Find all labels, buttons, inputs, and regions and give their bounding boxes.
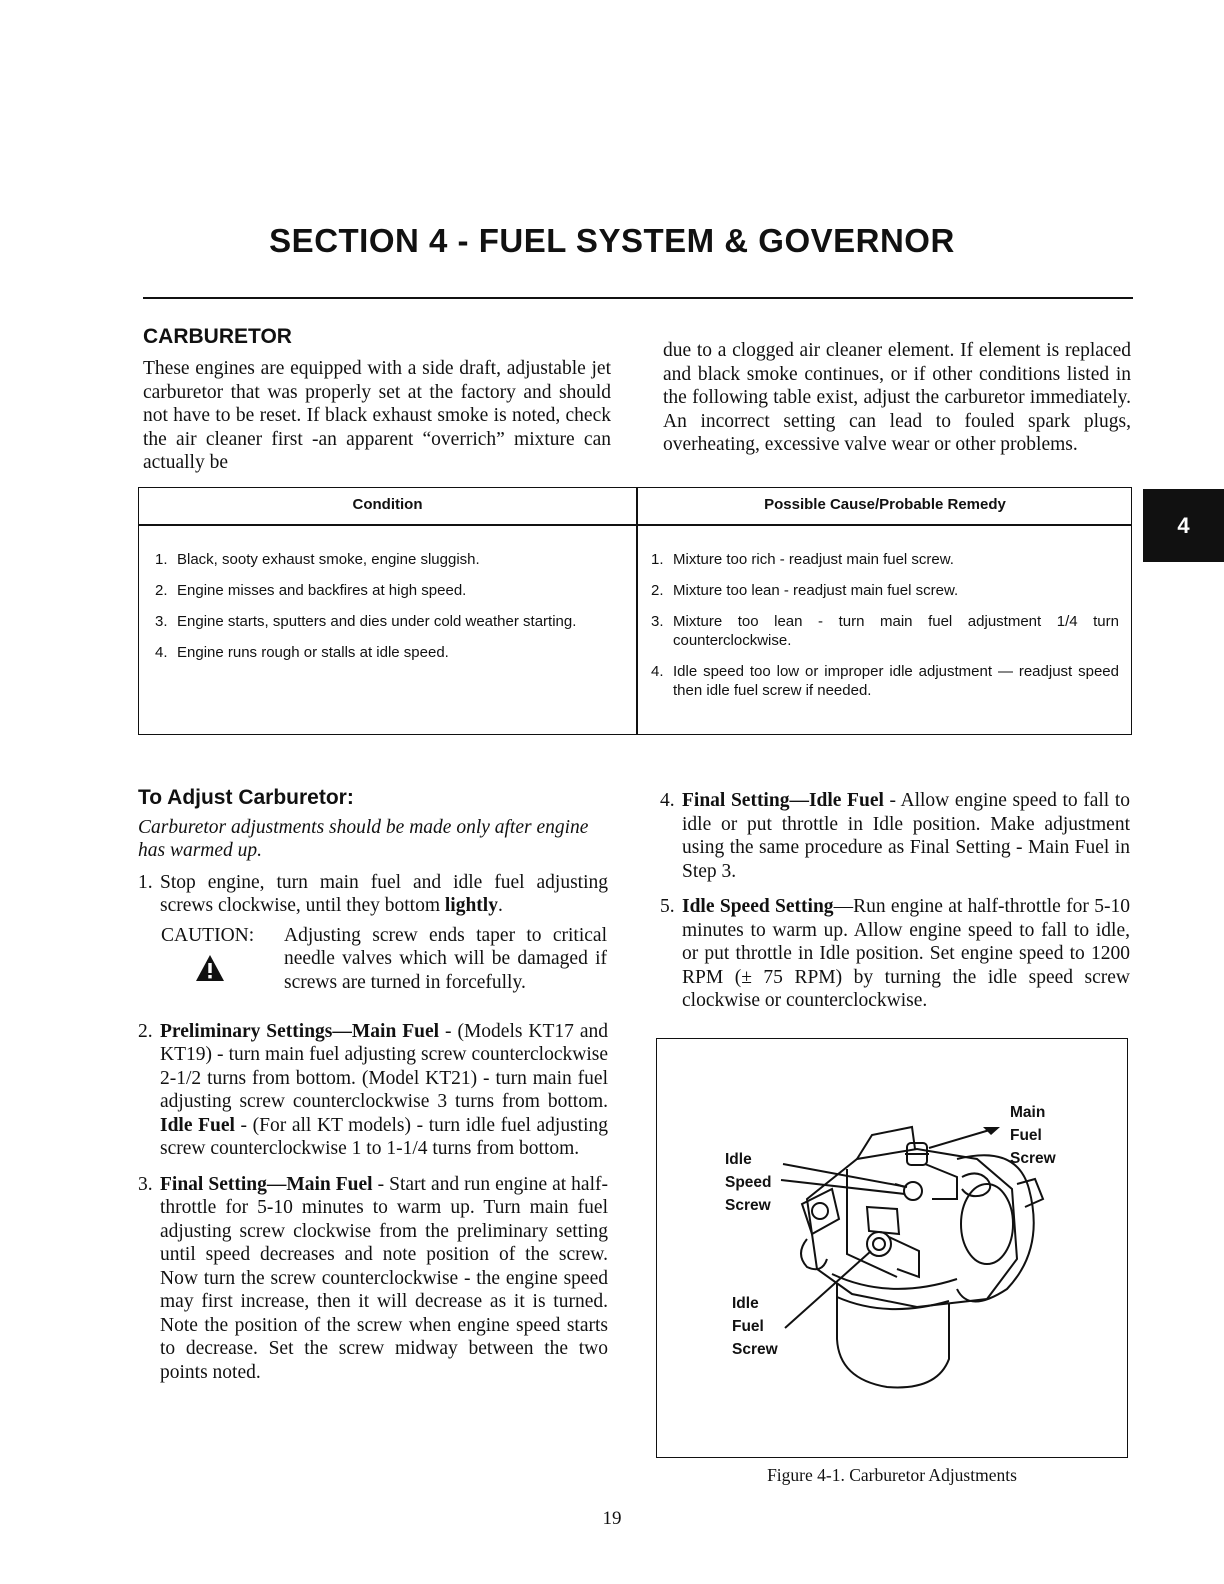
step-emphasis: lightly	[444, 895, 498, 916]
condition-text: Engine starts, sputters and dies under cold weather starting.	[177, 613, 577, 630]
step-text: Stop engine, turn main fuel and idle fuel adjusting screws clockwise, until they bottom	[160, 871, 608, 916]
figure-box	[656, 1038, 1128, 1458]
step-text: - (For all KT models) - turn idle fuel adjusting screw counterclockwise 1 to 1-1/4 turns from bottom.	[160, 1114, 608, 1159]
section-tab: 4	[1143, 489, 1224, 562]
remedy-text: Mixture too rich - readjust main fuel screw.	[673, 551, 954, 568]
figure-caption: Figure 4-1. Carburetor Adjustments	[767, 1465, 1017, 1485]
step-text: - Start and run engine at half-throttle for 5-10 minutes to warm up. Turn main fuel adjusting screw clockwise from the preliminary setting until speed decreases and note position of the screw. Now turn the screw counterclockwise - the engine speed may first increase, then it will decrease as it is turned. Note the position of the screw when engine speed starts to decrease. Set the screw midway between the two points noted.	[160, 1173, 608, 1383]
label-speed: Speed	[725, 1174, 772, 1191]
label-main: Main	[1010, 1104, 1046, 1121]
condition-row	[155, 612, 625, 631]
carburetor-para-right: due to a clogged air cleaner element. If element is replaced and black smoke continues, or if other conditions listed in the following table exist, adjust the carburetor immediately. An incorrect setting can lead to fouled spark plugs, overheating, excessive valve wear or other problems.	[663, 340, 1131, 455]
label-screw: Screw	[1010, 1150, 1056, 1167]
condition-number: 3.	[155, 613, 168, 630]
step-5	[660, 895, 1130, 1013]
step-title: Preliminary Settings—Main Fuel	[160, 1020, 440, 1042]
remedy-number: 4.	[651, 663, 664, 680]
label-fuel: Fuel	[732, 1318, 764, 1335]
label-idle-fuel-screw	[732, 1292, 778, 1361]
step-4	[660, 789, 1130, 883]
condition-text: Engine misses and backfires at high speed.	[177, 582, 467, 599]
page-number: 19	[602, 1508, 622, 1529]
carburetor-para-left: These engines are equipped with a side draft, adjustable jet carburetor that was properly set at the factory and should not have to be reset. If black exhaust smoke is noted, check the air cleaner first -an apparent “overrich” mixture can actually be	[143, 358, 611, 473]
remedy-number: 1.	[651, 551, 664, 568]
condition-row	[155, 550, 625, 569]
step-subtitle: Idle Fuel	[160, 1114, 235, 1136]
section-title: SECTION 4 - FUEL SYSTEM & GOVERNOR	[269, 222, 955, 259]
remedy-number: 3.	[651, 613, 664, 630]
step-2	[138, 1020, 608, 1161]
condition-text: Engine runs rough or stalls at idle speed.	[177, 644, 449, 661]
remedy-row	[651, 581, 1119, 600]
remedy-row	[651, 662, 1119, 700]
troubleshooting-table	[138, 487, 1132, 735]
warning-icon	[195, 954, 225, 982]
label-screw: Screw	[725, 1197, 771, 1214]
step-end: .	[497, 895, 503, 916]
step-number: 4.	[660, 790, 675, 811]
adjust-intro: Carburetor adjustments should be made only after engine has warmed up.	[138, 816, 589, 861]
carburetor-heading: CARBURETOR	[143, 325, 292, 348]
remedy-number: 2.	[651, 582, 664, 599]
step-title: Idle Speed Setting	[682, 896, 834, 917]
remedy-text: Mixture too lean - readjust main fuel screw.	[673, 582, 959, 599]
adjust-right-column	[660, 789, 1130, 1013]
adjust-heading: To Adjust Carburetor:	[138, 786, 354, 809]
adjust-left-column	[138, 786, 608, 1384]
label-idle-speed-screw	[725, 1148, 772, 1217]
remedy-row	[651, 612, 1119, 650]
table-header-rule	[139, 524, 1131, 526]
table-header-condition: Condition	[352, 496, 423, 513]
condition-row	[155, 643, 625, 662]
title-rule	[143, 297, 1133, 299]
label-main-fuel-screw	[1010, 1101, 1056, 1170]
step-number: 2.	[138, 1020, 153, 1042]
step-1	[138, 871, 608, 918]
step-number: 1.	[138, 871, 153, 893]
caution-text: Adjusting screw ends taper to critical needle valves which will be damaged if screws are turned in forcefully.	[284, 924, 607, 993]
conditions-column	[155, 550, 625, 674]
step-number: 3.	[138, 1173, 153, 1195]
step-text: - (Models KT17 and KT19) - turn main fuel adjusting screw counterclockwise 2-1/2 turns from bottom. (Model KT21) - turn main fuel adjusting screw counterclockwise 3 turns from bottom.	[160, 1020, 609, 1112]
step-title: Final Setting—Idle Fuel	[682, 790, 884, 811]
step-3	[138, 1173, 608, 1385]
caution-label: CAUTION:	[161, 924, 255, 946]
caution-block	[161, 924, 608, 1010]
remedies-column	[651, 550, 1119, 712]
condition-number: 4.	[155, 644, 168, 661]
label-idle: Idle	[732, 1295, 759, 1312]
carburetor-intro-left	[143, 325, 611, 475]
remedy-row	[651, 550, 1119, 569]
step-title: Final Setting—Main Fuel	[160, 1173, 373, 1195]
condition-number: 2.	[155, 582, 168, 599]
condition-text: Black, sooty exhaust smoke, engine sluggish.	[177, 551, 480, 568]
label-screw: Screw	[732, 1341, 778, 1358]
condition-number: 1.	[155, 551, 168, 568]
table-header-remedy: Possible Cause/Probable Remedy	[764, 496, 1006, 513]
remedy-text: Idle speed too low or improper idle adjustment — readjust speed then idle fuel screw if needed.	[673, 663, 1119, 699]
step-text: —Run engine at half-throttle for 5-10 minutes to warm up. Allow engine speed to fall to idle, or put throttle in Idle position. Set engine speed to 1200 RPM (± 75 RPM) by turning the idle speed screw clockwise or counterclockwise.	[682, 896, 1130, 1011]
label-idle: Idle	[725, 1151, 752, 1168]
remedy-text: Mixture too lean - turn main fuel adjustment 1/4 turn counterclockwise.	[673, 613, 1119, 649]
step-text: - Allow engine speed to fall to idle or put throttle in Idle position. Make adjustment using the same procedure as Final Setting - Main Fuel in Step 3.	[682, 790, 1130, 882]
label-fuel: Fuel	[1010, 1127, 1042, 1144]
condition-row	[155, 581, 625, 600]
step-number: 5.	[660, 896, 675, 917]
